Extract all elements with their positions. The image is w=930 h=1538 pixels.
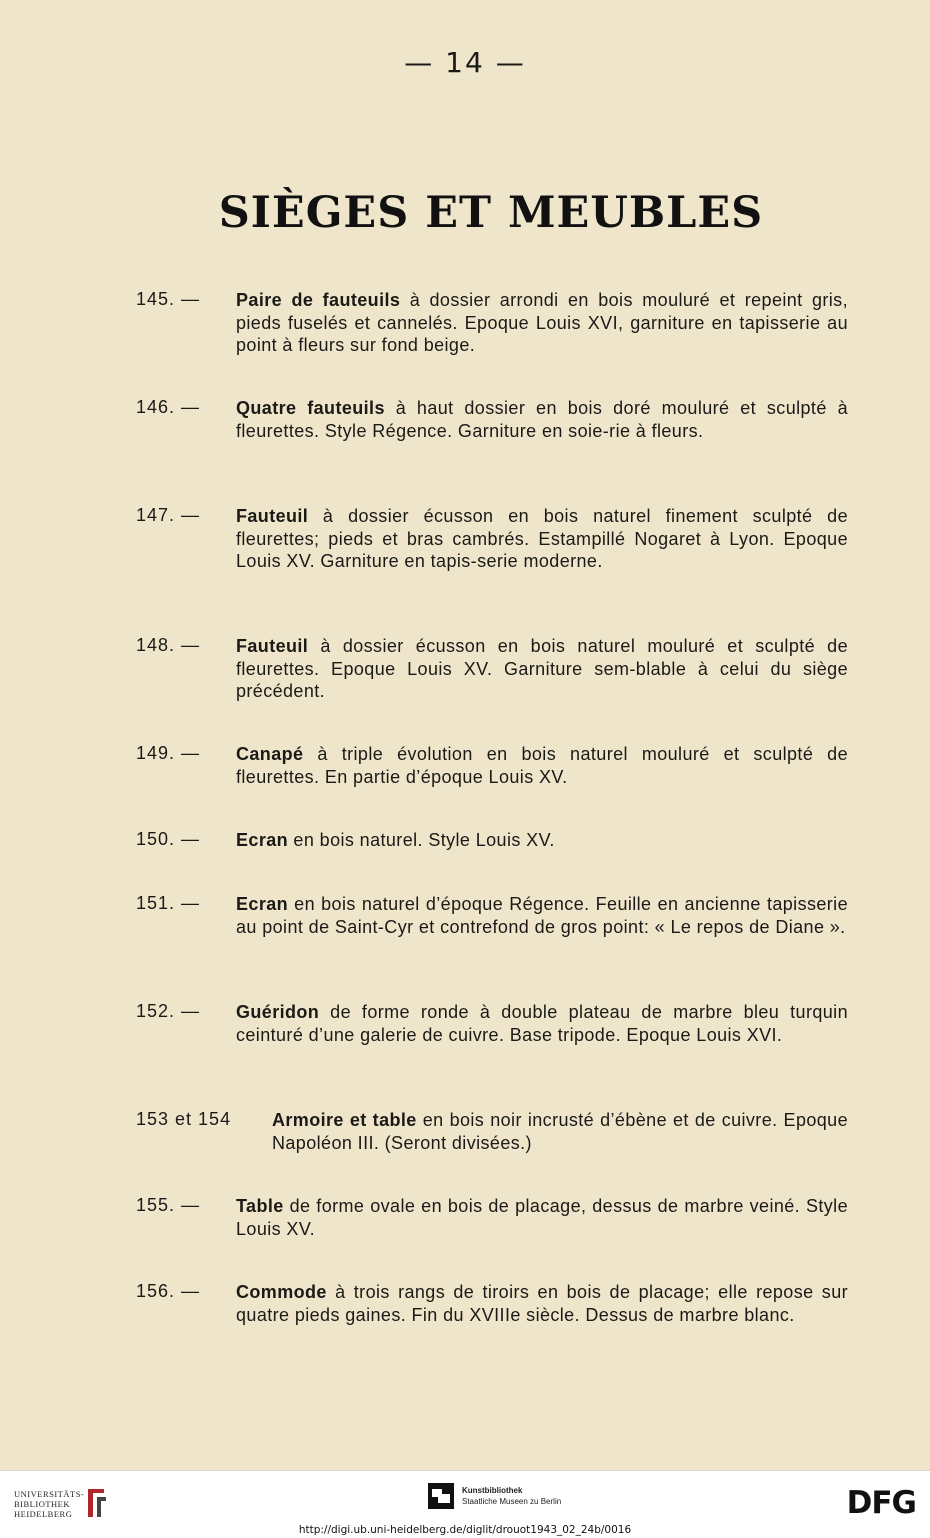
ub-logo-line: HEIDELBERG [14, 1509, 73, 1519]
lot-details: de forme ovale en bois de placage, dessus de marbre veiné. Style Louis XV. [236, 1196, 848, 1239]
lot-title: Armoire et table [272, 1110, 417, 1130]
lot-number: 156. — [136, 1281, 201, 1301]
lot-entry [136, 1109, 848, 1154]
lot-number: 147. — [136, 505, 201, 525]
lot-entry [136, 505, 848, 573]
lot-number: 151. — [136, 893, 201, 913]
lot-entry [136, 397, 848, 442]
kb-name: Kunstbibliothek [462, 1486, 523, 1495]
lot-number: 149. — [136, 743, 201, 763]
lot-title: Table [236, 1196, 284, 1216]
lot-title: Paire de fauteuils [236, 290, 401, 310]
lot-entry [136, 1195, 848, 1240]
kb-subtitle: Staatliche Museen zu Berlin [462, 1497, 562, 1506]
lot-details: à dossier écusson en bois naturel finement sculpté de fleurettes; pieds et bras cambrés. Estampillé Nogaret à Lyon. Epoque Louis XV. Garniture en tapis-serie moderne. [236, 506, 848, 571]
lot-description [236, 289, 848, 357]
lot-description [236, 1195, 848, 1240]
lot-title: Canapé [236, 744, 304, 764]
lot-description [236, 829, 848, 852]
lot-number: 150. — [136, 829, 201, 849]
page-number: — 14 — [404, 46, 526, 79]
lot-title: Commode [236, 1282, 327, 1302]
lot-title: Quatre fauteuils [236, 398, 385, 418]
viewer-footer [0, 1470, 930, 1538]
page-url[interactable]: http://digi.ub.uni-heidelberg.de/diglit/drouot1943_02_24b/0016 [298, 1524, 632, 1536]
lot-details: en bois naturel. Style Louis XV. [288, 830, 555, 850]
lot-details: de forme ronde à double plateau de marbre bleu turquin ceinturé d’une galerie de cuivre. Base tripode. Epoque Louis XVI. [236, 1002, 848, 1045]
lot-number: 155. — [136, 1195, 201, 1215]
lot-details: à dossier arrondi en bois mouluré et repeint gris, pieds fuselés et cannelés. Epoque Louis XVI, garniture en tapisserie au point à fleurs sur fond beige. [236, 290, 848, 355]
lot-title: Fauteuil [236, 506, 309, 526]
lot-description [236, 397, 848, 442]
kunstbibliothek-logo[interactable] [462, 1485, 561, 1507]
lot-description [236, 505, 848, 573]
lot-details: à dossier écusson en bois naturel mouluré et sculpté de fleurettes. Epoque Louis XV. Garniture sem-blable à celui du siège précédent. [236, 636, 848, 701]
ub-heidelberg-logo[interactable] [14, 1489, 84, 1519]
lot-title: Guéridon [236, 1002, 320, 1022]
lot-title: Ecran [236, 830, 289, 850]
lot-entry [136, 1281, 848, 1326]
lot-details: en bois naturel d’époque Régence. Feuille en ancienne tapisserie au point de Saint-Cyr et contrefond de gros point: « Le repos de Diane ». [236, 894, 848, 937]
lot-number: 152. — [136, 1001, 201, 1021]
kunstbibliothek-icon [428, 1483, 454, 1509]
lot-entry [136, 1001, 848, 1046]
lot-title: Fauteuil [236, 636, 309, 656]
lot-entry [136, 743, 848, 788]
lot-entry [136, 289, 848, 357]
section-title: SIÈGES ET MEUBLES [218, 188, 764, 238]
ub-emblem-icon [84, 1485, 110, 1521]
lot-description [236, 1001, 848, 1046]
lot-entry [136, 635, 848, 703]
lot-details: à trois rangs de tiroirs en bois de placage; elle repose sur quatre pieds gaines. Fin du XVIIIe siècle. Dessus de marbre blanc. [236, 1282, 848, 1325]
lot-details: à triple évolution en bois naturel mouluré et sculpté de fleurettes. En partie d’époque Louis XV. [236, 744, 848, 787]
ub-logo-line: BIBLIOTHEK [14, 1499, 70, 1509]
lot-number: 146. — [136, 397, 201, 417]
lot-description [236, 635, 848, 703]
dfg-logo[interactable]: DFG [846, 1485, 916, 1521]
lot-number: 148. — [136, 635, 201, 655]
lot-entry [136, 829, 848, 852]
lot-description [236, 893, 848, 938]
lot-description [236, 1281, 848, 1326]
lot-number: 145. — [136, 289, 201, 309]
lot-number: 153 et 154 [136, 1109, 232, 1129]
lot-details: en bois noir incrusté d’ébène et de cuivre. Epoque Napoléon III. (Seront divisées.) [272, 1110, 848, 1153]
lot-details: à haut dossier en bois doré mouluré et sculpté à fleurettes. Style Régence. Garniture en soie-rie à fleurs. [236, 398, 848, 441]
lot-title: Ecran [236, 894, 289, 914]
ub-logo-line: UNIVERSITÄTS- [14, 1489, 85, 1499]
lot-entry [136, 893, 848, 938]
lot-description [272, 1109, 848, 1154]
lot-description [236, 743, 848, 788]
